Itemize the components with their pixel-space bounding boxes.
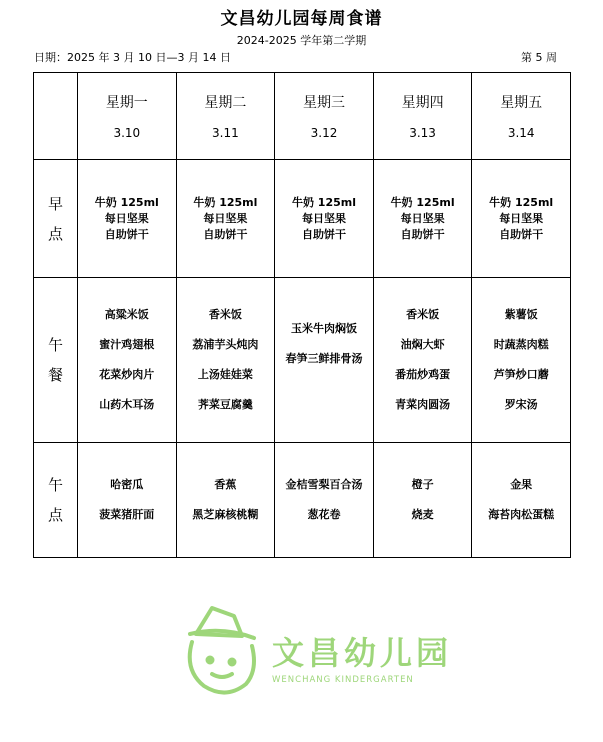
food-item: 时蔬蒸肉糕 (493, 338, 549, 352)
day-header-thu (373, 73, 472, 160)
snack-cell-wed (275, 442, 374, 557)
day-date: 3.13 (409, 126, 436, 141)
label-char: 餐 (47, 366, 63, 385)
breakfast-cell-fri (472, 160, 571, 278)
weekly-menu-table (33, 72, 571, 558)
food-item: 自助饼干 (400, 227, 445, 241)
day-header-tue (176, 73, 275, 160)
food-item: 自助饼干 (203, 227, 248, 241)
food-item: 每日坚果 (499, 211, 544, 225)
logo-subtext: WENCHANG KINDERGARTEN (272, 675, 414, 685)
label-char: 早 (47, 194, 63, 213)
breakfast-cell-wed (275, 160, 374, 278)
corner-cell (34, 73, 78, 160)
food-item: 海苔肉松蛋糕 (488, 507, 555, 521)
food-item: 罗宋汤 (504, 398, 538, 412)
snack-cell-thu (373, 442, 472, 557)
food-item: 牛奶 125ml (489, 195, 554, 209)
food-item: 玉米牛肉焖饭 (290, 322, 357, 336)
food-item: 蜜汁鸡翅根 (99, 338, 155, 352)
day-date: 3.10 (113, 126, 141, 141)
food-item: 葱花卷 (307, 507, 341, 521)
date-range: 日期：2025 年 3 月 10 日—3 月 14 日 (34, 51, 231, 64)
food-item: 菠菜猪肝面 (99, 507, 155, 521)
snack-label (34, 442, 78, 557)
food-item: 花菜炒肉片 (99, 368, 155, 382)
food-item: 橙子 (411, 477, 434, 491)
food-item: 自助饼干 (301, 227, 346, 241)
food-item: 每日坚果 (104, 211, 149, 225)
food-item: 牛奶 125ml (193, 195, 258, 209)
lunch-cell-thu (373, 278, 472, 442)
day-header-fri (472, 73, 571, 160)
food-item: 山药木耳汤 (99, 398, 155, 412)
lunch-cell-fri (472, 278, 571, 442)
label-char: 午 (47, 336, 63, 355)
breakfast-cell-tue (176, 160, 275, 278)
day-name: 星期四 (401, 95, 444, 112)
food-item: 自助饼干 (499, 227, 544, 241)
day-date: 3.11 (212, 126, 239, 141)
snack-cell-fri (472, 442, 571, 557)
food-item: 金果 (510, 477, 533, 491)
snack-cell-tue (176, 442, 275, 557)
food-item: 香蕉 (214, 477, 237, 491)
lunch-cell-wed (275, 278, 374, 442)
food-item: 黑芝麻核桃糊 (192, 507, 259, 521)
lunch-row (34, 278, 571, 442)
food-item: 荔浦芋头炖肉 (192, 338, 259, 352)
food-item: 高粱米饭 (104, 308, 149, 322)
label-char: 午 (47, 475, 63, 494)
day-header-mon (78, 73, 177, 160)
snack-cell-mon (78, 442, 177, 557)
food-item: 牛奶 125ml (291, 195, 356, 209)
food-item: 香米饭 (406, 308, 440, 322)
breakfast-label (34, 160, 78, 278)
food-item: 烧麦 (411, 507, 434, 521)
breakfast-cell-thu (373, 160, 472, 278)
lunch-cell-mon (78, 278, 177, 442)
day-name: 星期五 (500, 95, 543, 112)
lunch-cell-tue (176, 278, 275, 442)
semester-subtitle: 2024-2025 学年第二学期 (236, 34, 367, 47)
food-item: 芦笋炒口蘑 (493, 368, 549, 382)
food-item: 上汤娃娃菜 (197, 368, 253, 382)
food-item: 春笋三鲜排骨汤 (285, 352, 363, 366)
week-number: 第 5 周 (521, 51, 557, 64)
food-item: 紫薯饭 (504, 308, 538, 322)
food-item: 金桔雪梨百合汤 (285, 477, 363, 491)
food-item: 每日坚果 (301, 211, 346, 225)
afternoon-snack-row (34, 442, 571, 557)
day-name: 星期二 (204, 95, 247, 112)
breakfast-cell-mon (78, 160, 177, 278)
food-item: 番茄炒鸡蛋 (395, 368, 451, 382)
day-header-wed (275, 73, 374, 160)
page-title: 文昌幼儿园每周食谱 (220, 9, 383, 29)
day-date: 3.12 (310, 126, 338, 141)
day-name: 星期一 (105, 95, 148, 112)
day-header-row (34, 73, 571, 160)
food-item: 香米饭 (208, 308, 242, 322)
day-date: 3.14 (507, 126, 535, 141)
food-item: 自助饼干 (104, 227, 149, 241)
food-item: 每日坚果 (400, 211, 445, 225)
food-item: 油焖大虾 (400, 338, 445, 352)
food-item: 荠菜豆腐羹 (197, 398, 253, 412)
breakfast-row (34, 160, 571, 278)
logo-text: 文昌幼儿园 (272, 634, 453, 672)
food-item: 牛奶 125ml (94, 195, 159, 209)
food-item: 哈密瓜 (110, 477, 144, 491)
label-char: 点 (47, 224, 63, 243)
label-char: 点 (47, 505, 63, 524)
food-item: 牛奶 125ml (390, 195, 455, 209)
day-name: 星期三 (302, 95, 345, 112)
lunch-label (34, 278, 78, 442)
food-item: 青菜肉圆汤 (395, 398, 451, 412)
food-item: 每日坚果 (203, 211, 248, 225)
